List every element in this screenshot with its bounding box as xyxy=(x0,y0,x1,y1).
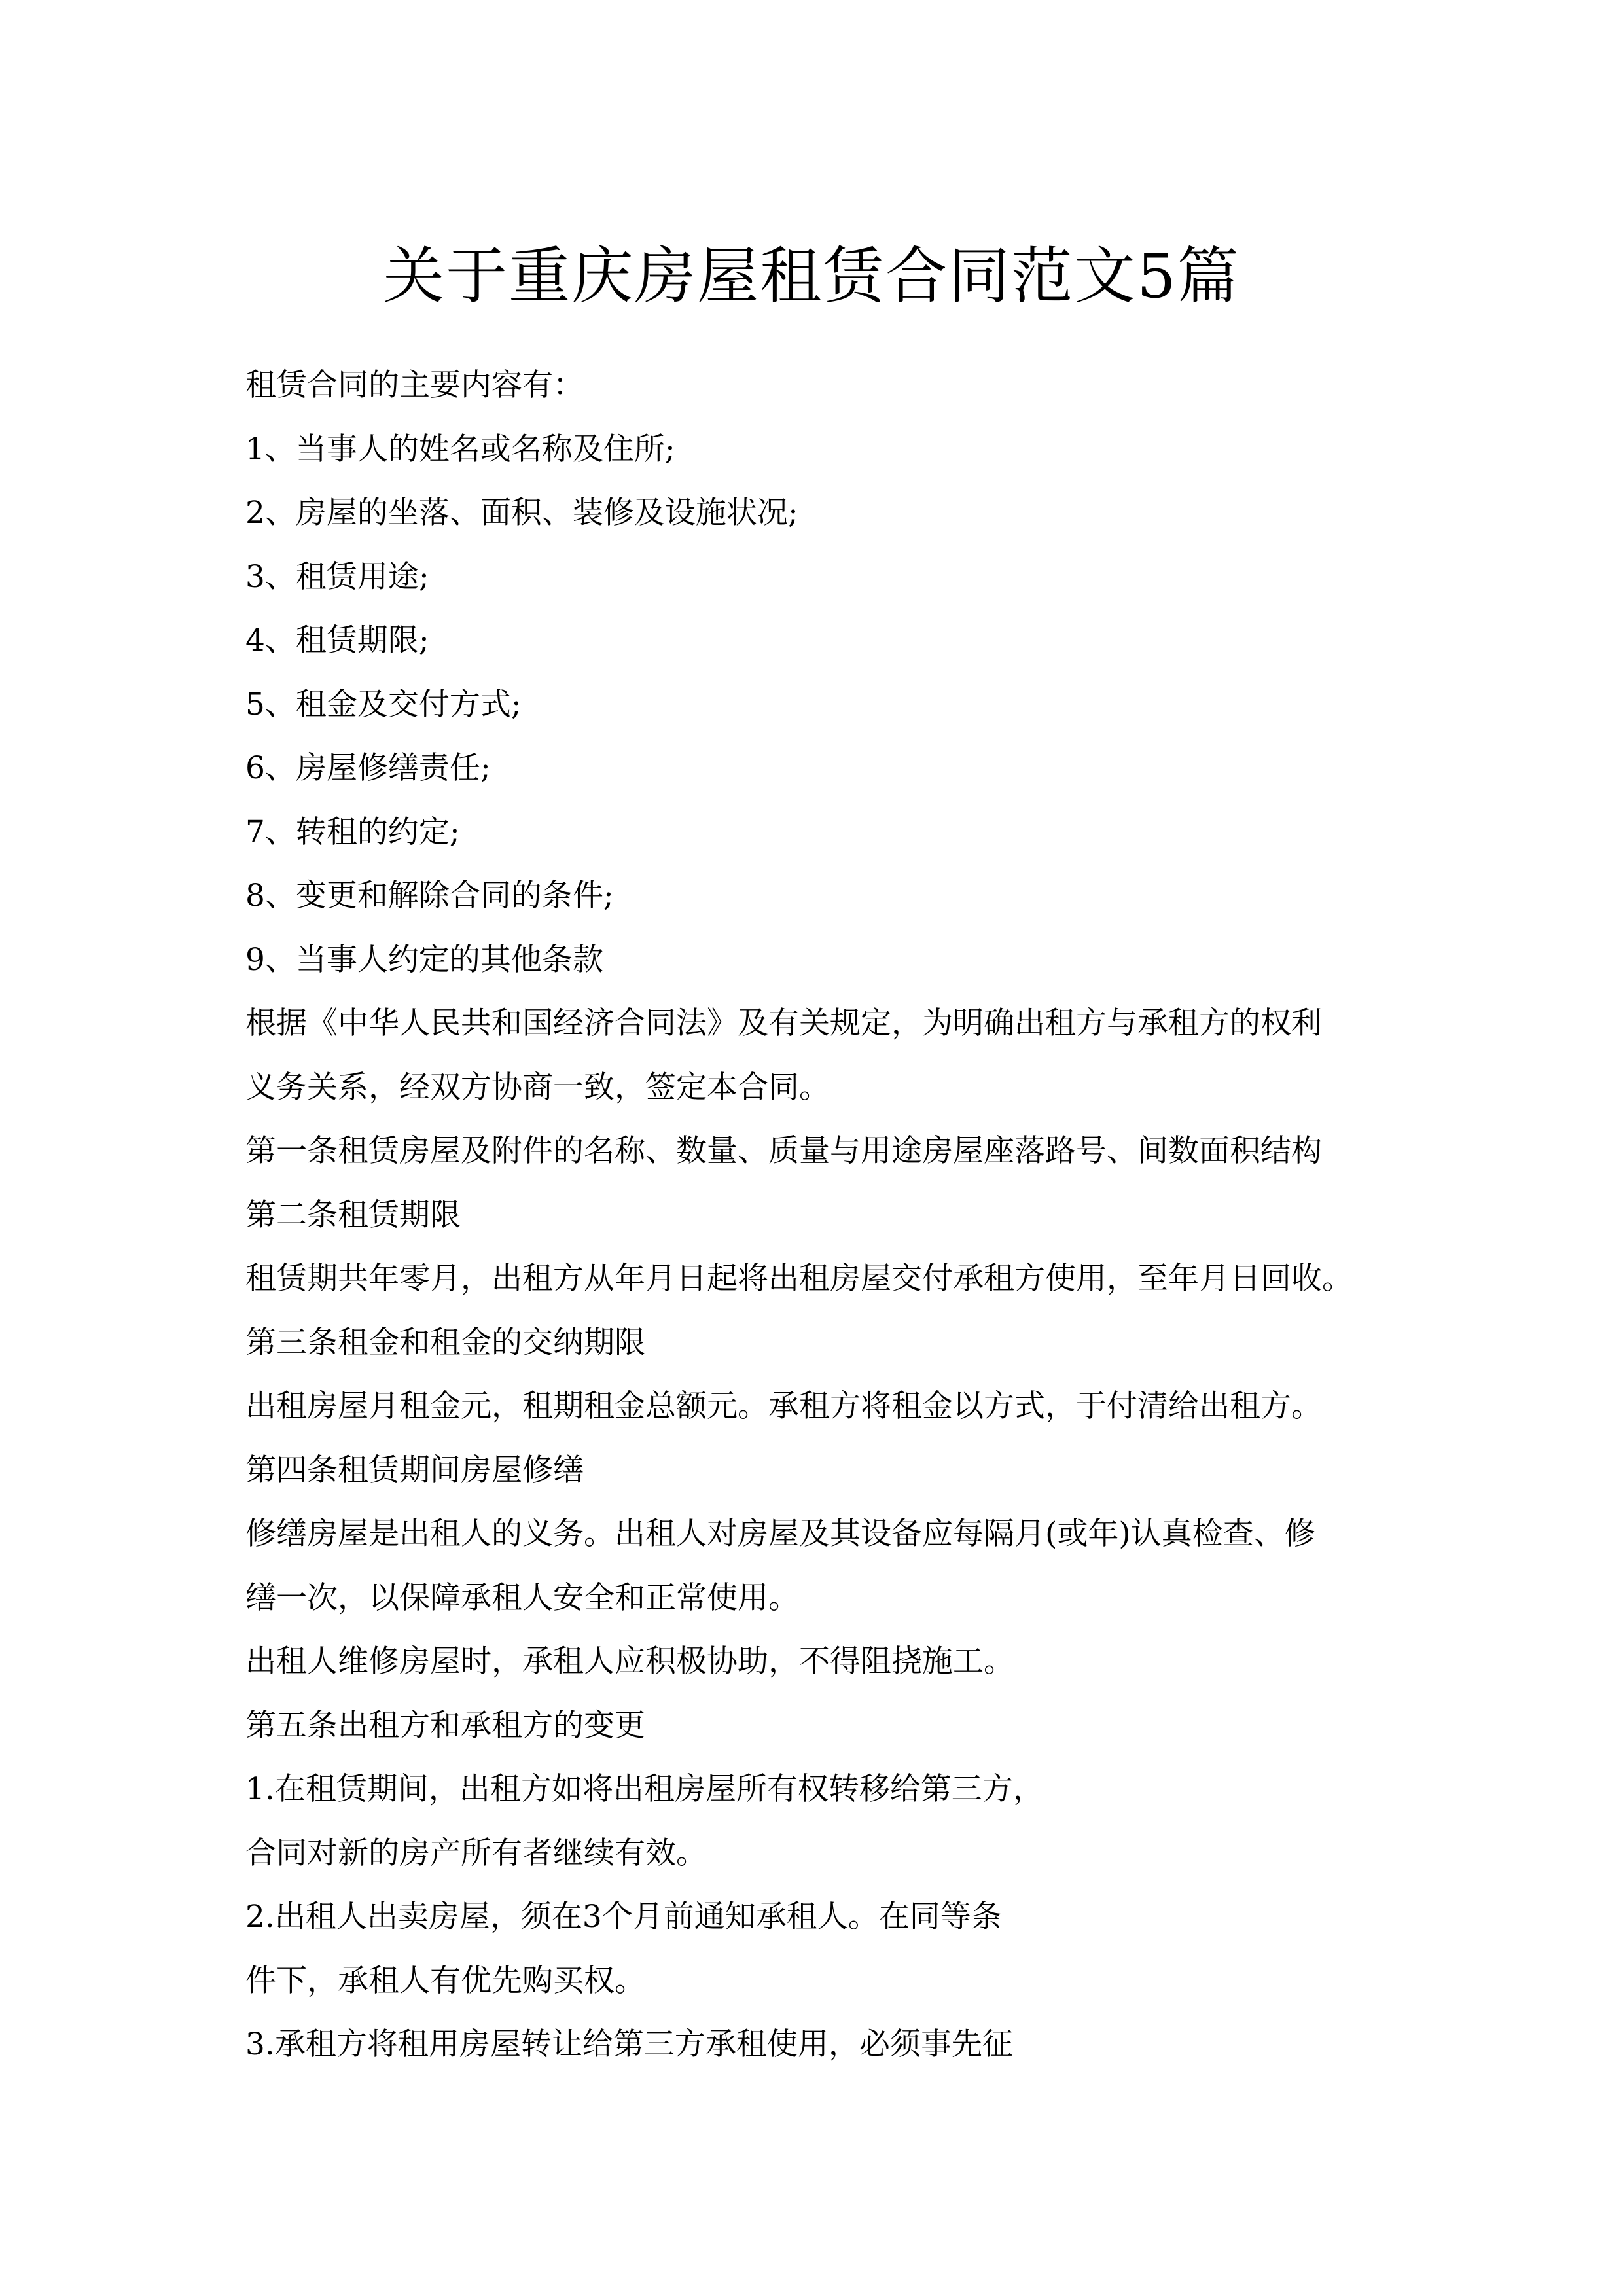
preamble-line-2: 义务关系，经双方协商一致，签定本合同。 xyxy=(245,1069,830,1105)
article-5-clause-2a: 2.出租人出卖房屋，须在3个月前通知承租人。在同等条 xyxy=(245,1899,1002,1935)
article-2-heading: 第二条租赁期限 xyxy=(245,1196,461,1233)
article-3-heading: 第三条租金和租金的交纳期限 xyxy=(245,1324,645,1361)
article-5-heading: 第五条出租方和承租方的变更 xyxy=(245,1707,645,1744)
content-item-9: 9、当事人约定的其他条款 xyxy=(245,941,603,978)
article-4-text-1: 修缮房屋是出租人的义务。出租人对房屋及其设备应每隔月(或年)认真检查、修 xyxy=(245,1516,1315,1552)
article-5-clause-3a: 3.承租方将租用房屋转让给第三方承租使用，必须事先征 xyxy=(245,2026,1013,2062)
article-1-heading: 第一条租赁房屋及附件的名称、数量、质量与用途房屋座落路号、间数面积结构 xyxy=(245,1133,1322,1169)
article-3-text: 出租房屋月租金元，租期租金总额元。承租方将租金以方式，于付清给出租方。 xyxy=(245,1388,1322,1424)
document-title: 关于重庆房屋租赁合同范文5篇 xyxy=(383,240,1240,312)
document-body xyxy=(245,353,1410,2077)
content-item-4: 4、租赁期限; xyxy=(245,622,429,658)
content-item-6: 6、房屋修缮责任; xyxy=(245,750,491,786)
article-4-text-3: 出租人维修房屋时，承租人应积极协助，不得阻挠施工。 xyxy=(245,1643,1014,1679)
article-5-clause-1b: 合同对新的房产所有者继续有效。 xyxy=(245,1835,707,1871)
content-item-8: 8、变更和解除合同的条件; xyxy=(245,878,614,914)
article-4-text-2: 缮一次，以保障承租人安全和正常使用。 xyxy=(245,1579,799,1616)
article-4-heading: 第四条租赁期间房屋修缮 xyxy=(245,1452,584,1488)
content-item-5: 5、租金及交付方式; xyxy=(245,686,522,723)
content-item-3: 3、租赁用途; xyxy=(245,558,429,595)
content-item-1: 1、当事人的姓名或名称及住所; xyxy=(245,431,675,467)
article-5-clause-1a: 1.在租赁期间，出租方如将出租房屋所有权转移给第三方， xyxy=(245,1771,1044,1807)
article-2-text: 租赁期共年零月，出租方从年月日起将出租房屋交付承租方使用，至年月日回收。 xyxy=(245,1261,1353,1297)
intro-heading: 租赁合同的主要内容有： xyxy=(245,367,584,403)
preamble-line-1: 根据《中华人民共和国经济合同法》及有关规定，为明确出租方与承租方的权利 xyxy=(245,1005,1322,1041)
article-5-clause-2b: 件下，承租人有优先购买权。 xyxy=(245,1962,645,1999)
content-item-7: 7、转租的约定; xyxy=(245,814,460,850)
content-item-2: 2、房屋的坐落、面积、装修及设施状况; xyxy=(245,495,798,531)
